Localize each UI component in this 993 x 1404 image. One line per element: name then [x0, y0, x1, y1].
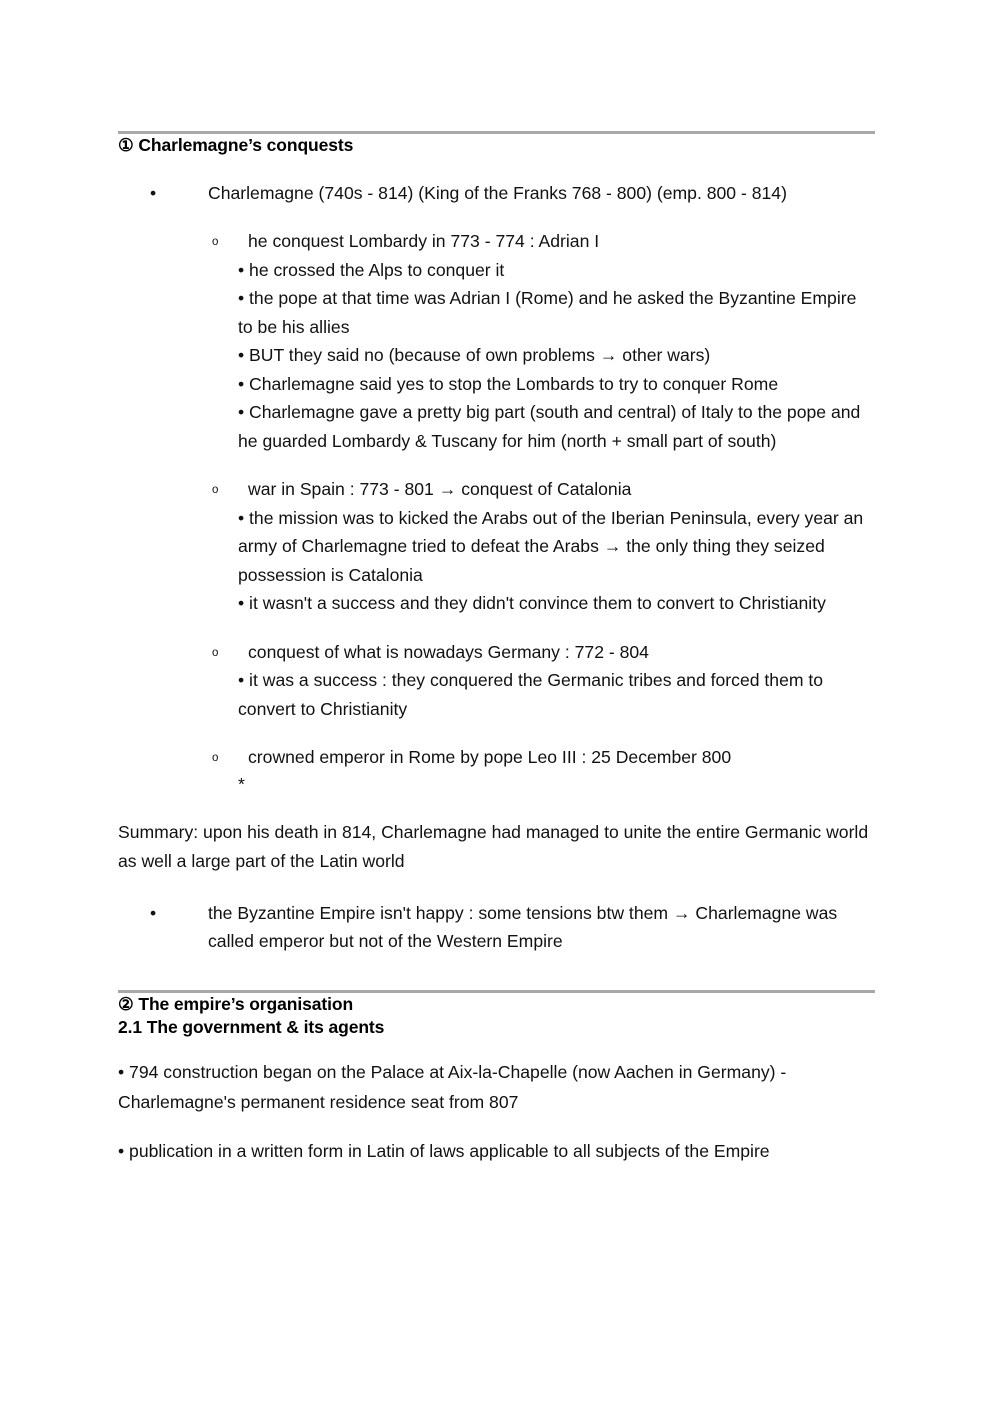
- list-item-level2-coronation: [212, 743, 875, 772]
- list-item-level3: • it was a success : they conquered the Germanic tribes and forced them to convert to Christianity: [238, 670, 824, 719]
- list-item-level1-byzantine: [150, 899, 875, 956]
- asterisk-marker: *: [238, 773, 245, 794]
- bullet-circle-icon: o: [212, 752, 219, 765]
- subsection-heading-government: 2.1 The government & its agents: [118, 1016, 385, 1037]
- list-level3-germany: [238, 666, 875, 723]
- list-item-level2-text: war in Spain : 773 - 801 → conquest of Catalonia: [248, 479, 632, 500]
- list-item-level3: • he crossed the Alps to conquer it: [238, 259, 505, 280]
- list-item-level2-spain: [212, 475, 875, 504]
- list-level3-spain: [238, 504, 875, 618]
- paragraph-palace: • 794 construction began on the Palace at Aix-la-Chapelle (now Aachen in Germany) - Charlemagne's permanent residence seat from 807: [118, 1062, 787, 1112]
- bullet-dot-icon: •: [150, 902, 157, 923]
- list-item-level3: • the pope at that time was Adrian I (Rome) and he asked the Byzantine Empire to be his allies: [238, 288, 857, 337]
- paragraph-publication: • publication in a written form in Latin of laws applicable to all subjects of the Empire: [118, 1141, 770, 1162]
- list-level3-lombardy: [238, 256, 875, 456]
- list-item-level2-text: crowned emperor in Rome by pope Leo III : 25 December 800: [248, 747, 732, 768]
- list-item-level3: • Charlemagne said yes to stop the Lombards to try to conquer Rome: [238, 373, 779, 394]
- list-item-level3: • BUT they said no (because of own problems → other wars): [238, 345, 711, 366]
- list-item-level2-germany: [212, 638, 875, 667]
- list-item-level1: [150, 179, 875, 208]
- list-item-level3: • Charlemagne gave a pretty big part (south and central) of Italy to the pope and he guarded Lombardy & Tuscany for him (north + small part of south): [238, 402, 861, 451]
- section-heading-organisation: ② The empire’s organisation: [118, 993, 354, 1014]
- bullet-circle-icon: o: [212, 646, 219, 659]
- list-item-level2-text: conquest of what is nowadays Germany : 772 - 804: [248, 641, 649, 662]
- document-body: [118, 0, 875, 1167]
- list-item-level3: • the mission was to kicked the Arabs out of the Iberian Peninsula, every year an army of Charlemagne tried to defeat the Arabs → the only thing they seized possession is Catalonia: [238, 507, 864, 585]
- section-heading-conquests: ① Charlemagne’s conquests: [118, 135, 354, 155]
- list-item-level1-text: the Byzantine Empire isn't happy : some tensions btw them → Charlemagne was called emperor but not of the Western Empire: [208, 902, 838, 952]
- list-item-level2-text: he conquest Lombardy in 773 - 774 : Adrian I: [248, 231, 600, 252]
- bullet-dot-icon: •: [150, 182, 157, 203]
- list-item-level3: • it wasn't a success and they didn't convince them to convert to Christianity: [238, 593, 826, 614]
- bullet-circle-icon: o: [212, 236, 219, 249]
- bullet-circle-icon: o: [212, 484, 219, 497]
- list-item-level1-text: Charlemagne (740s - 814) (King of the Franks 768 - 800) (emp. 800 - 814): [208, 182, 787, 203]
- list-item-level2-lombardy: [212, 227, 875, 256]
- summary-paragraph: Summary: upon his death in 814, Charlemagne had managed to unite the entire Germanic world as well a large part of the Latin world: [118, 821, 869, 872]
